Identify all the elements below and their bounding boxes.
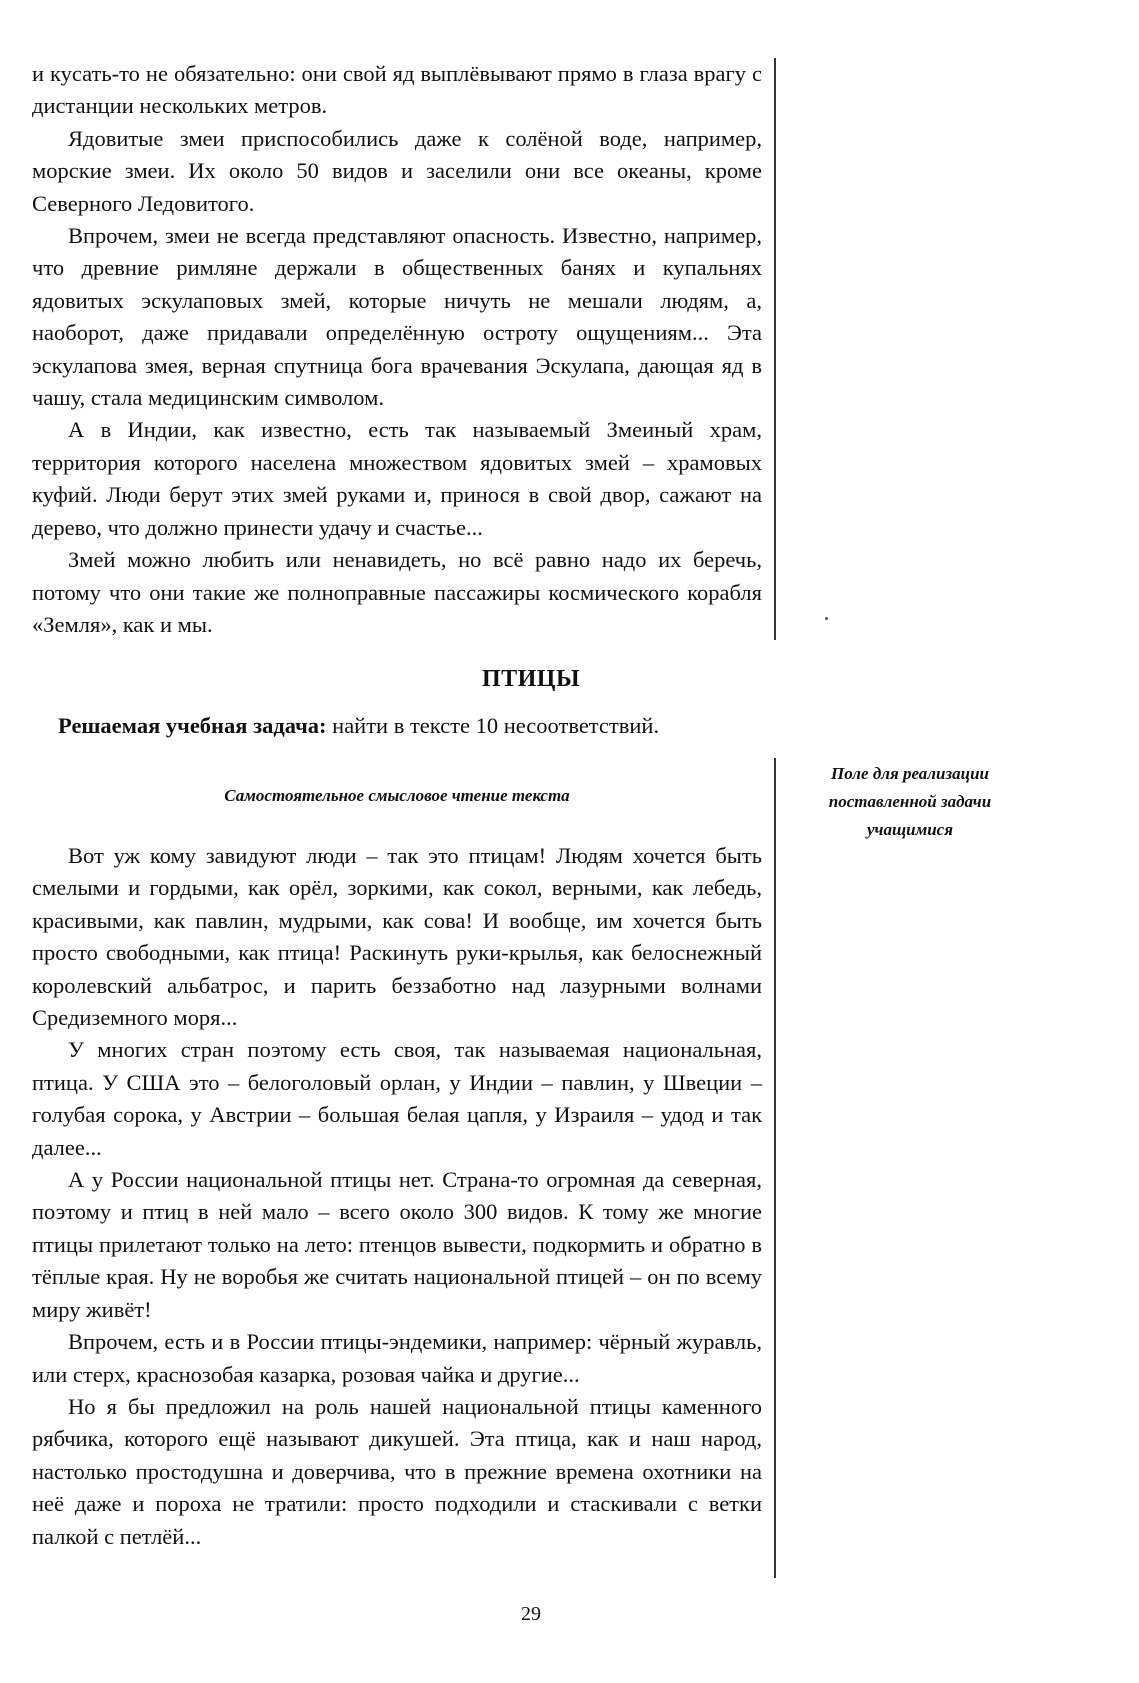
paragraph: А у России национальной птицы нет. Страна-то огромная да северная, поэтому и птиц в ней мало – всего около 300 видов. К тому же многие птицы прилетают только на лето: птенцов вывести, подкормить и обратно в тёплые края. Ну не воробья же считать национальной птицей – он по всему миру живёт! bbox=[32, 1167, 762, 1322]
paragraph: Впрочем, змеи не всегда представляют опасность. Известно, например, что древние римляне держали в общественных банях и купальнях ядовитых эскулаповых змей, которые ничуть не мешали людям, а, наоборот, даже придавали определённую остроту ощущениям... Эта эскулапова змея, верная спутница бога врачевания Эскулапа, дающая яд в чашу, стала медицинским символом. bbox=[32, 223, 762, 411]
margin-rule-top bbox=[774, 58, 776, 640]
paragraph: Вот уж кому завидуют люди – так это птицам! Людям хочется быть смелыми и гордыми, как орёл, зоркими, как сокол, верными, как лебедь, красивыми, как павлин, мудрыми, как сова! И вообще, им хочется быть просто свободными, как птица! Раскинуть руки-крылья, как белоснежный королевский альбатрос, и парить беззаботно над лазурными волнами Средиземного моря... bbox=[32, 843, 762, 1031]
paragraph: А в Индии, как известно, есть так называемый Змеиный храм, территория которого населена множеством ядовитых змей – храмовых куфий. Люди берут этих змей руками и, принося в свой двор, сажают на дерево, что должно принести удачу и счастье... bbox=[32, 417, 762, 540]
task-text: найти в тексте 10 несоответствий. bbox=[332, 713, 660, 738]
margin-mark bbox=[825, 617, 828, 620]
answer-field-label: Поле для реализации поставленной задачи учащимися bbox=[828, 764, 992, 839]
birds-text-column bbox=[32, 840, 762, 1553]
paragraph: и кусать-то не обязательно: они свой яд выплёвывают прямо в глаза врагу с дистанции нескольких метров. bbox=[32, 61, 762, 119]
reading-subtitle: Самостоятельное смысловое чтение текста bbox=[224, 786, 570, 805]
paragraph: Но я бы предложил на роль нашей национальной птицы каменного рябчика, которого ещё называют дикушей. Эта птица, как и наш народ, настолько простодушна и доверчива, что в прежние времена охотники на неё даже и пороха не тратили: просто подходили и стаскивали с ветки палкой с петлёй... bbox=[32, 1393, 762, 1549]
page-number: 29 bbox=[521, 1603, 541, 1625]
task-statement bbox=[58, 713, 659, 739]
paragraph: У многих стран поэтому есть своя, так называемая национальная, птица. У США это – белоголовый орлан, у Индии – павлин, у Швеции – голубая сорока, у Австрии – большая белая цапля, у Израиля – удод и так далее... bbox=[32, 1037, 762, 1160]
snakes-text-column bbox=[32, 58, 762, 641]
task-label: Решаемая учебная задача: bbox=[58, 713, 327, 738]
section-title: ПТИЦЫ bbox=[481, 666, 581, 692]
paragraph: Змей можно любить или ненавидеть, но всё равно надо их беречь, потому что они такие же полноправные пассажиры космического корабля «Земля», как и мы. bbox=[32, 547, 762, 637]
paragraph: Впрочем, есть и в России птицы-эндемики, например: чёрный журавль, или стерх, краснозобая казарка, розовая чайка и другие... bbox=[32, 1329, 762, 1387]
margin-rule-bottom bbox=[774, 758, 776, 1578]
paragraph: Ядовитые змеи приспособились даже к солёной воде, например, морские змеи. Их около 50 видов и заселили они все океаны, кроме Северного Ледовитого. bbox=[32, 125, 762, 216]
